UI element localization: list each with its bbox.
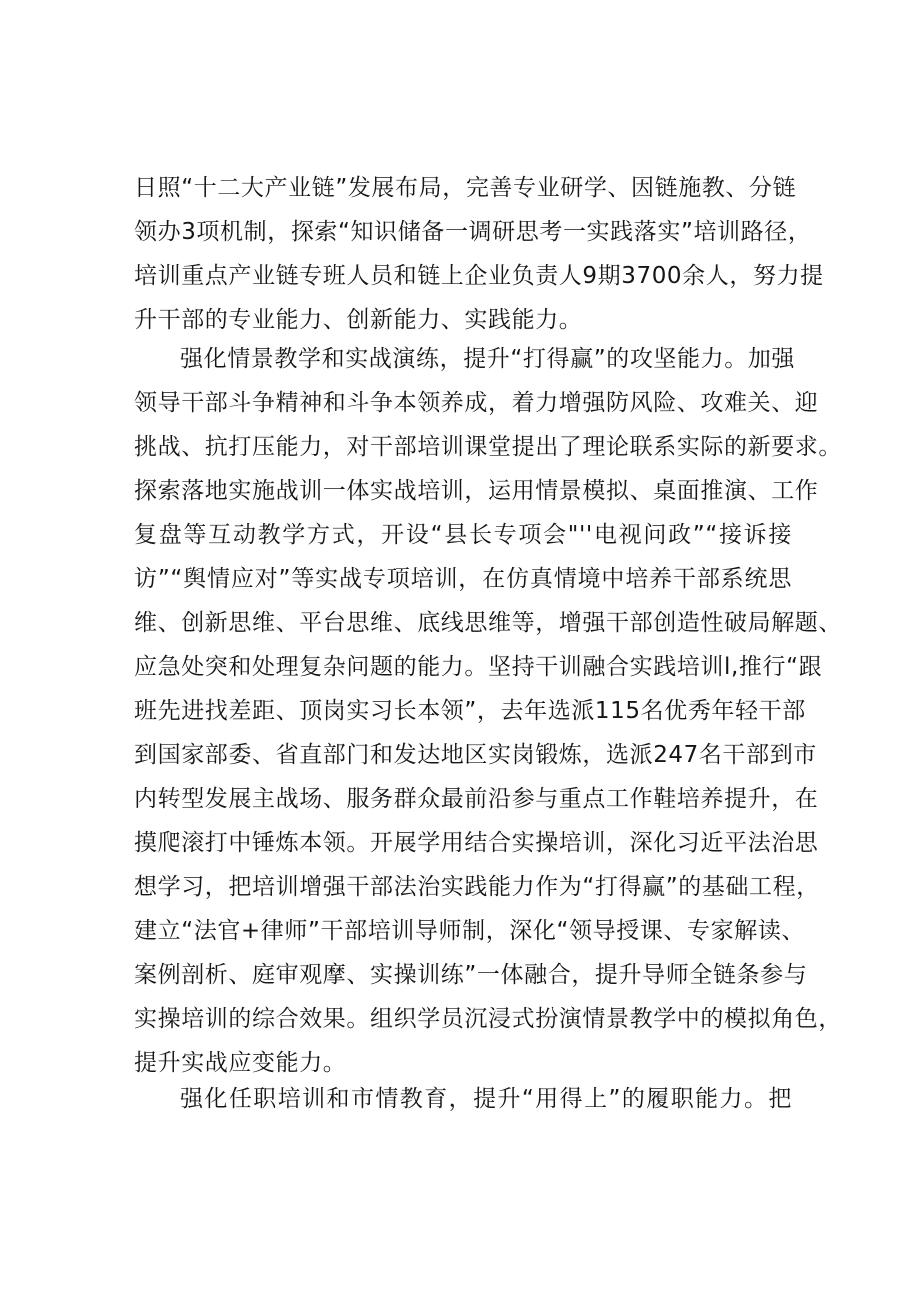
paragraph-line: 访”“舆情应对”等实战专项培训，在仿真情境中培养干部系统思 — [134, 566, 792, 592]
paragraph-line: 挑战、抗打压能力，对干部培训课堂提出了理论联系实际的新要求。 — [134, 434, 842, 460]
paragraph-line: 案例剖析、庭审观摩、实操训练”一体融合，提升导师全链条参与 — [134, 962, 808, 988]
paragraph-2 — [134, 337, 842, 1085]
paragraph-line: 复盘等互动教学方式，开设“县长专项会"''电视问政”“接诉接 — [134, 522, 792, 548]
paragraph-line: 日照“十二大产业链”发展布局，完善专业研学、因链施教、分链 — [134, 175, 797, 201]
paragraph-line: 想学习，把培训增强干部法治实践能力作为“打得赢”的基础工程， — [134, 874, 820, 900]
paragraph-line: 探索落地实施战训一体实战培训，运用情景模拟、桌面推演、工作 — [134, 478, 819, 504]
paragraph-line: 班先进找差距、顶岗实习长本领”，去年选派115名优秀年轻干部 — [134, 698, 806, 724]
paragraph-line: 培训重点产业链专班人员和链上企业负责人9期3700余人，努力提 — [134, 263, 824, 289]
paragraph-line: 维、创新思维、平台思维、底线思维等，增强干部创造性破局解题、 — [134, 610, 842, 636]
paragraph-line: 应急处突和处理复杂问题的能力。坚持干训融合实践培训l,推行“跟 — [134, 654, 823, 680]
paragraph-line: 升干部的专业能力、创新能力、实践能力。 — [134, 307, 583, 333]
paragraph-line: 强化任职培训和市情教育，提升“用得上”的履职能力。把 — [180, 1086, 792, 1112]
paragraph-line: 提升实战应变能力。 — [134, 1050, 347, 1076]
paragraph-line: 强化情景教学和实战演练，提升“打得赢”的攻坚能力。加强 — [180, 346, 796, 372]
paragraph-line: 实操培训的综合效果。组织学员沉浸式扮演情景教学中的模拟角色， — [134, 1006, 842, 1032]
paragraph-3 — [134, 1077, 792, 1121]
paragraph-line: 到国家部委、省直部门和发达地区实岗锻炼，选派247名干部到市 — [134, 742, 817, 768]
paragraph-line: 建立“法官+律师”干部培训导师制，深化“领导授课、专家解读、 — [134, 918, 806, 944]
paragraph-line: 领导干部斗争精神和斗争本领养成，着力增强防风险、攻难关、迎 — [134, 390, 819, 416]
paragraph-1 — [134, 166, 824, 342]
paragraph-line: 领办3项机制，探索“知识储备一调研思考一实践落实”培训路径， — [134, 219, 812, 245]
paragraph-line: 摸爬滚打中锤炼本领。开展学用结合实操培训，深化习近平法治思 — [134, 830, 819, 856]
paragraph-line: 内转型发展主战场、服务群众最前沿参与重点工作鞋培养提升，在 — [134, 786, 819, 812]
